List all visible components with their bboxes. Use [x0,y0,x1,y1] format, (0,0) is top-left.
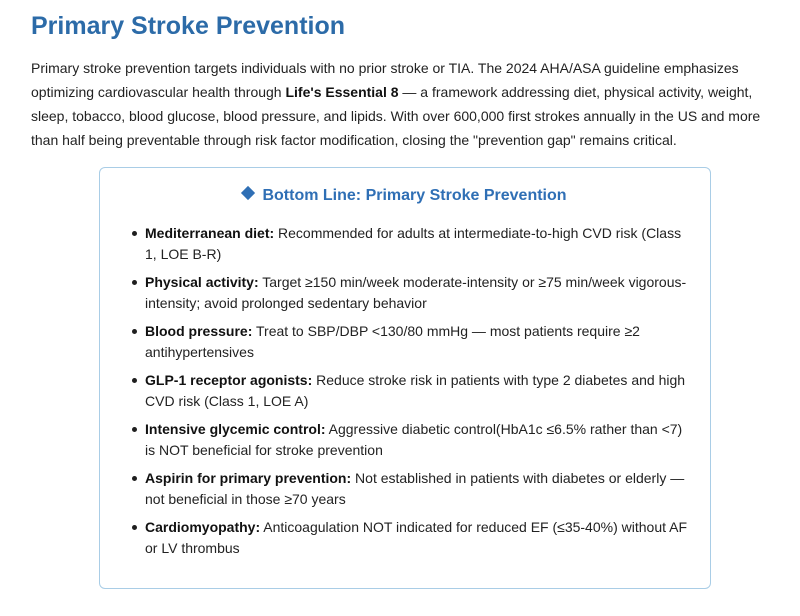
item-text: Reduce stroke risk in patients with type 2 diabetes and high CVD risk (Class 1, LOE A) [145,372,686,409]
item-term: Mediterranean diet: [145,225,275,241]
intro-bold-term: Life's Essential 8 [285,84,399,100]
item-text: Target ≥150 min/week moderate-intensity or ≥75 min/week vigorous-intensity; avoid prolonged sedentary behavior [145,274,687,311]
bottom-line-list [145,223,695,566]
item-term: GLP-1 receptor agonists: [145,372,313,388]
item-text: Aggressive diabetic control(HbA1c ≤6.5% rather than <7) is NOT beneficial for stroke prevention [145,421,683,458]
bottom-line-callout [99,167,711,589]
list-item [145,272,695,314]
intro-text-part1: Primary stroke prevention targets individuals with no prior stroke or TIA. The 2024 AHA/ASA guideline emphasizes optimizing cardiovascular health through [31,60,739,100]
intro-text-part2: — a framework addressing diet, physical activity, weight, sleep, tobacco, blood glucose, blood pressure, and lipids. With over 600,000 first strokes annually in the US and more than half being preventable through risk factor modification, closing the "prevention gap" remains critical. [31,84,761,148]
item-text: Recommended for adults at intermediate-to-high CVD risk (Class 1, LOE B-R) [145,225,682,262]
list-item [145,370,695,412]
list-item [145,468,695,510]
intro-paragraph [31,56,776,152]
callout-title: Bottom Line: Primary Stroke Prevention [262,187,567,204]
item-text: Not established in patients with diabetes or elderly — not beneficial in those ≥70 years [145,470,685,507]
page-title: Primary Stroke Prevention [31,12,346,40]
item-term: Physical activity: [145,274,259,290]
diamond-icon [241,186,255,200]
list-item [145,321,695,363]
item-term: Cardiomyopathy: [145,519,261,535]
item-text: Anticoagulation NOT indicated for reduced EF (≤35-40%) without AF or LV thrombus [145,519,687,556]
callout-header [100,187,710,205]
list-item [145,517,695,559]
list-item [145,419,695,461]
item-text: Treat to SBP/DBP <130/80 mmHg — most patients require ≥2 antihypertensives [145,323,640,360]
item-term: Aspirin for primary prevention: [145,470,352,486]
list-item [145,223,695,265]
item-term: Blood pressure: [145,323,253,339]
item-term: Intensive glycemic control: [145,421,326,437]
